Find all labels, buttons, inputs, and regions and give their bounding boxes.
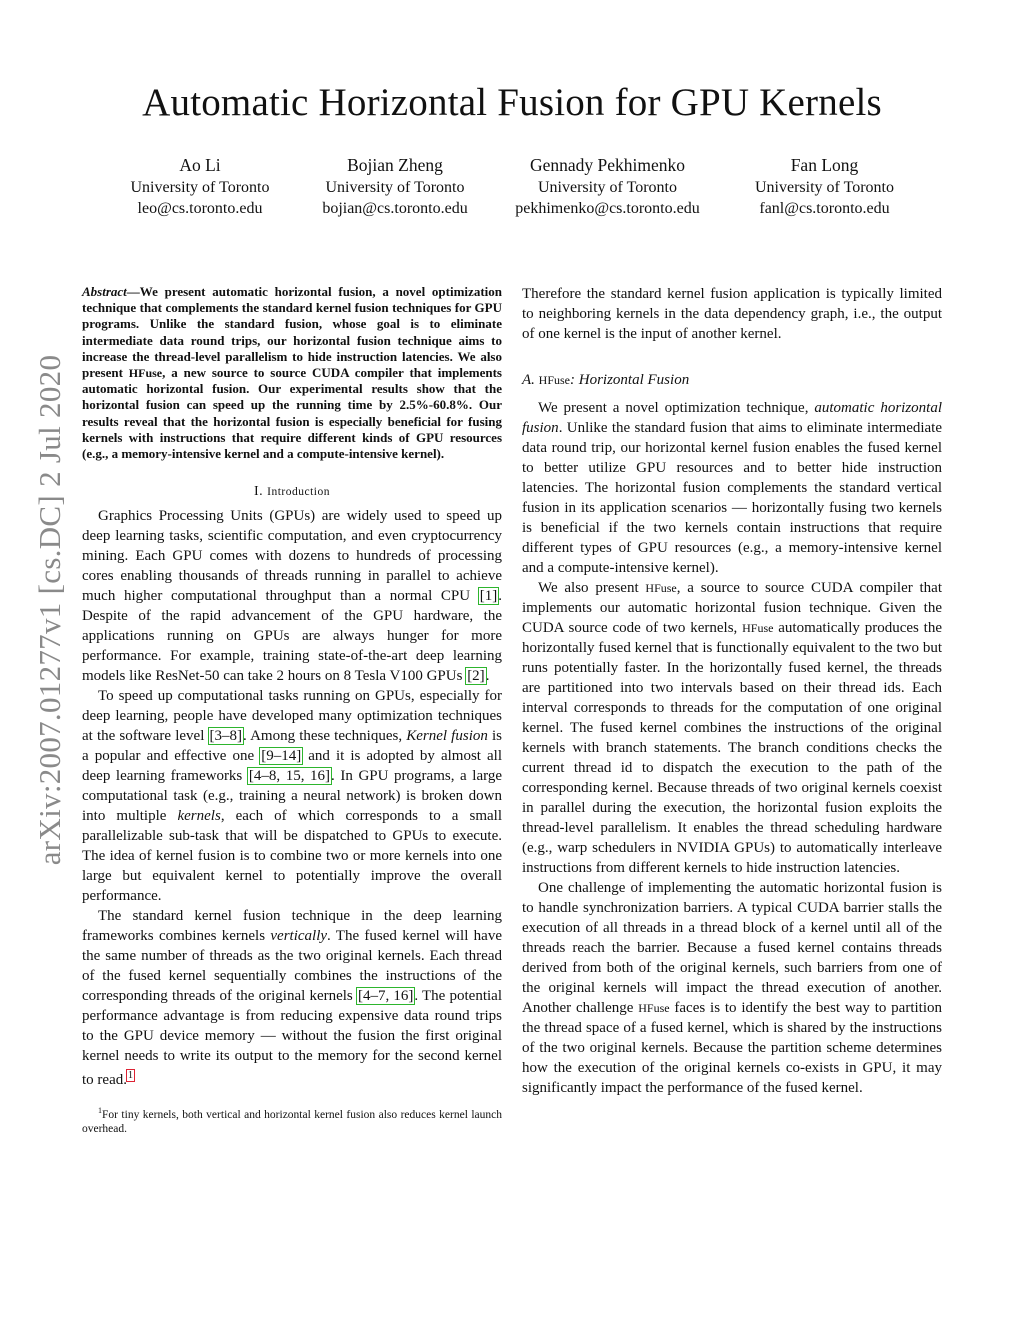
- citation-link[interactable]: [1]: [479, 588, 498, 605]
- abstract: [82, 284, 502, 462]
- hfuse-name: HFuse: [638, 1001, 670, 1015]
- section-heading-introduction: [82, 484, 502, 500]
- right-column: [522, 284, 942, 1098]
- citation-link[interactable]: [2]: [467, 668, 485, 685]
- text: is a popular and effective one: [82, 728, 503, 765]
- text: . In GPU programs, a large computational task (e.g., training a neural network) is broken down into multiple: [82, 768, 502, 825]
- footnote: [82, 1104, 502, 1136]
- author-1: [100, 155, 300, 219]
- section-title: Introduction: [267, 486, 331, 499]
- paragraph: [522, 398, 942, 578]
- paragraph: Therefore the standard kernel fusion application is typically limited to neighboring kernels in the data dependency graph, i.e., the output of one kernel is the input of another kernel.: [522, 286, 942, 342]
- citation-link[interactable]: [4–7, 16]: [357, 988, 414, 1005]
- author-name: Fan Long: [790, 155, 859, 175]
- text: and it is adopted by almost all deep learning frameworks: [82, 748, 502, 785]
- author-4: [725, 155, 924, 219]
- arxiv-sidebar: [20, 240, 80, 980]
- text: We present a novel optimization technique,: [538, 400, 815, 416]
- text: automatically produces the horizontally fused kernel that is functionally equivalent to the two but runs potentially faster. In the horizontally fused kernel, the threads are partitioned into two intervals based on their thread ids. Each interval corresponds to threads for the computation of one original kernel. The fused kernel combines the instructions of the original kernels with branch statements. The branch conditions checks the current thread id to dispatch the execution to the path of the corresponding kernel. Because threads of two original kernels coexist in parallel during the execution, the horizontal fusion exploits the thread-level parallelism. It enables the thread scheduling hardware (e.g., warp schedulers in NVIDIA GPUs) to automatically interleave instructions from different kernels to hide instruction latencies.: [522, 620, 943, 876]
- author-email: bojian@cs.toronto.edu: [322, 200, 468, 217]
- subsection-title: : Horizontal Fusion: [570, 372, 690, 388]
- text: The standard kernel fusion technique in the deep learning frameworks combines kernels: [82, 908, 502, 945]
- text: , a source to source CUDA compiler that implements our automatic horizontal fusion technique. Given the CUDA source code of two kernels,: [522, 580, 942, 636]
- subsection-heading: [522, 372, 942, 389]
- author-affiliation: University of Toronto: [754, 179, 894, 196]
- emphasis: automatic horizontal fusion: [522, 400, 942, 436]
- emphasis: Kernel fusion: [406, 728, 488, 745]
- text: . The fused kernel will have the same number of threads as the two original kernels. Each thread of the fused kernel sequentially combines the instructions of the corresponding threads of the original kernels: [82, 928, 502, 1005]
- abstract-text: , a new source to source CUDA compiler that implements automatic horizontal fusion. Our experimental results show that the horizontal fusion can speed up the running time by 2.5%-60.8%. Our results reveal that the horizontal fusion is especially beneficial for fusing kernels with instructions that require different kinds of GPU resources (e.g., a memory-intensive kernel and a compute-intensive kernel).: [82, 365, 502, 462]
- paragraph: [82, 686, 502, 906]
- emphasis: kernels: [177, 808, 221, 825]
- author-email: pekhimenko@cs.toronto.edu: [515, 200, 700, 217]
- text: faces is to identify the best way to partition the thread space of a fused kernel, which is shared by the instructions of the two original kernels. Because the partition scheme determines how the execution of the original kernels co-exists in GPU, it may significantly impact the performance of the fused kernel.: [522, 1000, 942, 1096]
- hfuse-name: HFuse: [128, 366, 163, 381]
- hfuse-name: HFuse: [645, 581, 677, 595]
- text: , each of which corresponds to a small parallelizable sub-task that will be dispatched to GPUs to execute. The idea of kernel fusion is to combine two or more kernels into one large but equivalent kernel to potentially improve the overall performance.: [82, 808, 502, 905]
- text: Graphics Processing Units (GPUs) are widely used to speed up deep learning tasks, scientific computation, and even cryptocurrency mining. Each GPU comes with dozens to hundreds of processing cores enabling thousands of threads running in parallel to achieve much higher computational throughput than a normal CPU: [82, 508, 502, 605]
- paragraph: [522, 878, 942, 1098]
- author-email: leo@cs.toronto.edu: [137, 200, 263, 217]
- paragraph: [82, 906, 502, 1090]
- abstract-text: —We present automatic horizontal fusion, a novel optimization technique that complements the standard kernel fusion techniques for GPU programs. Unlike the standard fusion, whose goal is to eliminate intermediate data round trips, our horizontal fusion technique aims to increase the thread-level parallelism to hide instruction latencies. We also present: [82, 284, 502, 381]
- text: . Despite of the rapid advancement of the GPU hardware, the applications running on GPUs are always hunger for more performance. For example, training state-of-the-art deep learning models like ResNet-50 can take 2 hours on 8 Tesla V100 GPUs: [82, 588, 502, 685]
- author-name: Gennady Pekhimenko: [529, 155, 686, 175]
- text: One challenge of implementing the automatic horizontal fusion is to handle synchronization barriers. A typical CUDA barrier stalls the execution of all threads in a thread block of a kernel until all of the threads reach the barrier. Because a fused kernel contains threads derived from both of the original kernels, such barriers from one of the original kernels will impact the thread execution of another. Another challenge: [522, 880, 942, 1016]
- text: .: [485, 668, 490, 685]
- text: . Among these techniques,: [243, 728, 407, 745]
- text: To speed up computational tasks running on GPUs, especially for deep learning, people have developed many optimization techniques at the software level: [82, 688, 502, 745]
- author-3: [490, 155, 725, 219]
- citation-link[interactable]: [3–8]: [209, 728, 243, 745]
- abstract-lead: Abstract: [82, 284, 127, 299]
- paragraph: [522, 578, 942, 878]
- citation-link[interactable]: [4–8, 15, 16]: [248, 768, 331, 785]
- text: . Unlike the standard fusion that aims to eliminate intermediate data round trip, our horizontal kernel fusion enables the fused kernel to better utilize GPU resources and to better hide instruction latencies. The horizontal fusion complements the standard vertical fusion in its application scenarios — horizontally fusing two kernels is beneficial if the two kernels contain instructions that require different types of GPU resources (e.g., a memory-intensive kernel and a compute-intensive kernel).: [522, 420, 942, 576]
- author-name: Ao Li: [179, 155, 221, 175]
- text: We also present: [538, 580, 646, 596]
- paragraph: [82, 506, 502, 686]
- subsection-number: A.: [522, 372, 539, 388]
- left-column: [82, 284, 502, 1136]
- hfuse-name: HFuse: [742, 621, 774, 635]
- author-affiliation: University of Toronto: [130, 179, 270, 196]
- author-email: fanl@cs.toronto.edu: [759, 200, 890, 217]
- hfuse-name: HFuse: [538, 373, 571, 387]
- footnote-text: For tiny kernels, both vertical and horizontal kernel fusion also reduces kernel launch overhead.: [82, 1109, 502, 1136]
- author-name: Bojian Zheng: [347, 155, 443, 175]
- section-number: I.: [253, 484, 268, 500]
- author-2: [300, 155, 490, 219]
- text: . The potential performance advantage is from reducing expensive data round trips to the GPU device memory — without the fusion the first original kernel needs to write its output to the memory for the second kernel to read.: [82, 988, 502, 1089]
- emphasis: vertically: [270, 928, 328, 945]
- footnote-number: 1: [98, 1106, 102, 1116]
- author-block: [100, 155, 924, 219]
- author-affiliation: University of Toronto: [537, 179, 677, 196]
- footnote-link[interactable]: 1: [127, 1070, 133, 1082]
- arxiv-identifier: arXiv:2007.01277v1 [cs.DC] 2 Jul 2020: [32, 354, 67, 866]
- author-affiliation: University of Toronto: [325, 179, 465, 196]
- paper-title: Automatic Horizontal Fusion for GPU Kernels: [142, 81, 882, 124]
- citation-link[interactable]: [9–14]: [261, 748, 302, 765]
